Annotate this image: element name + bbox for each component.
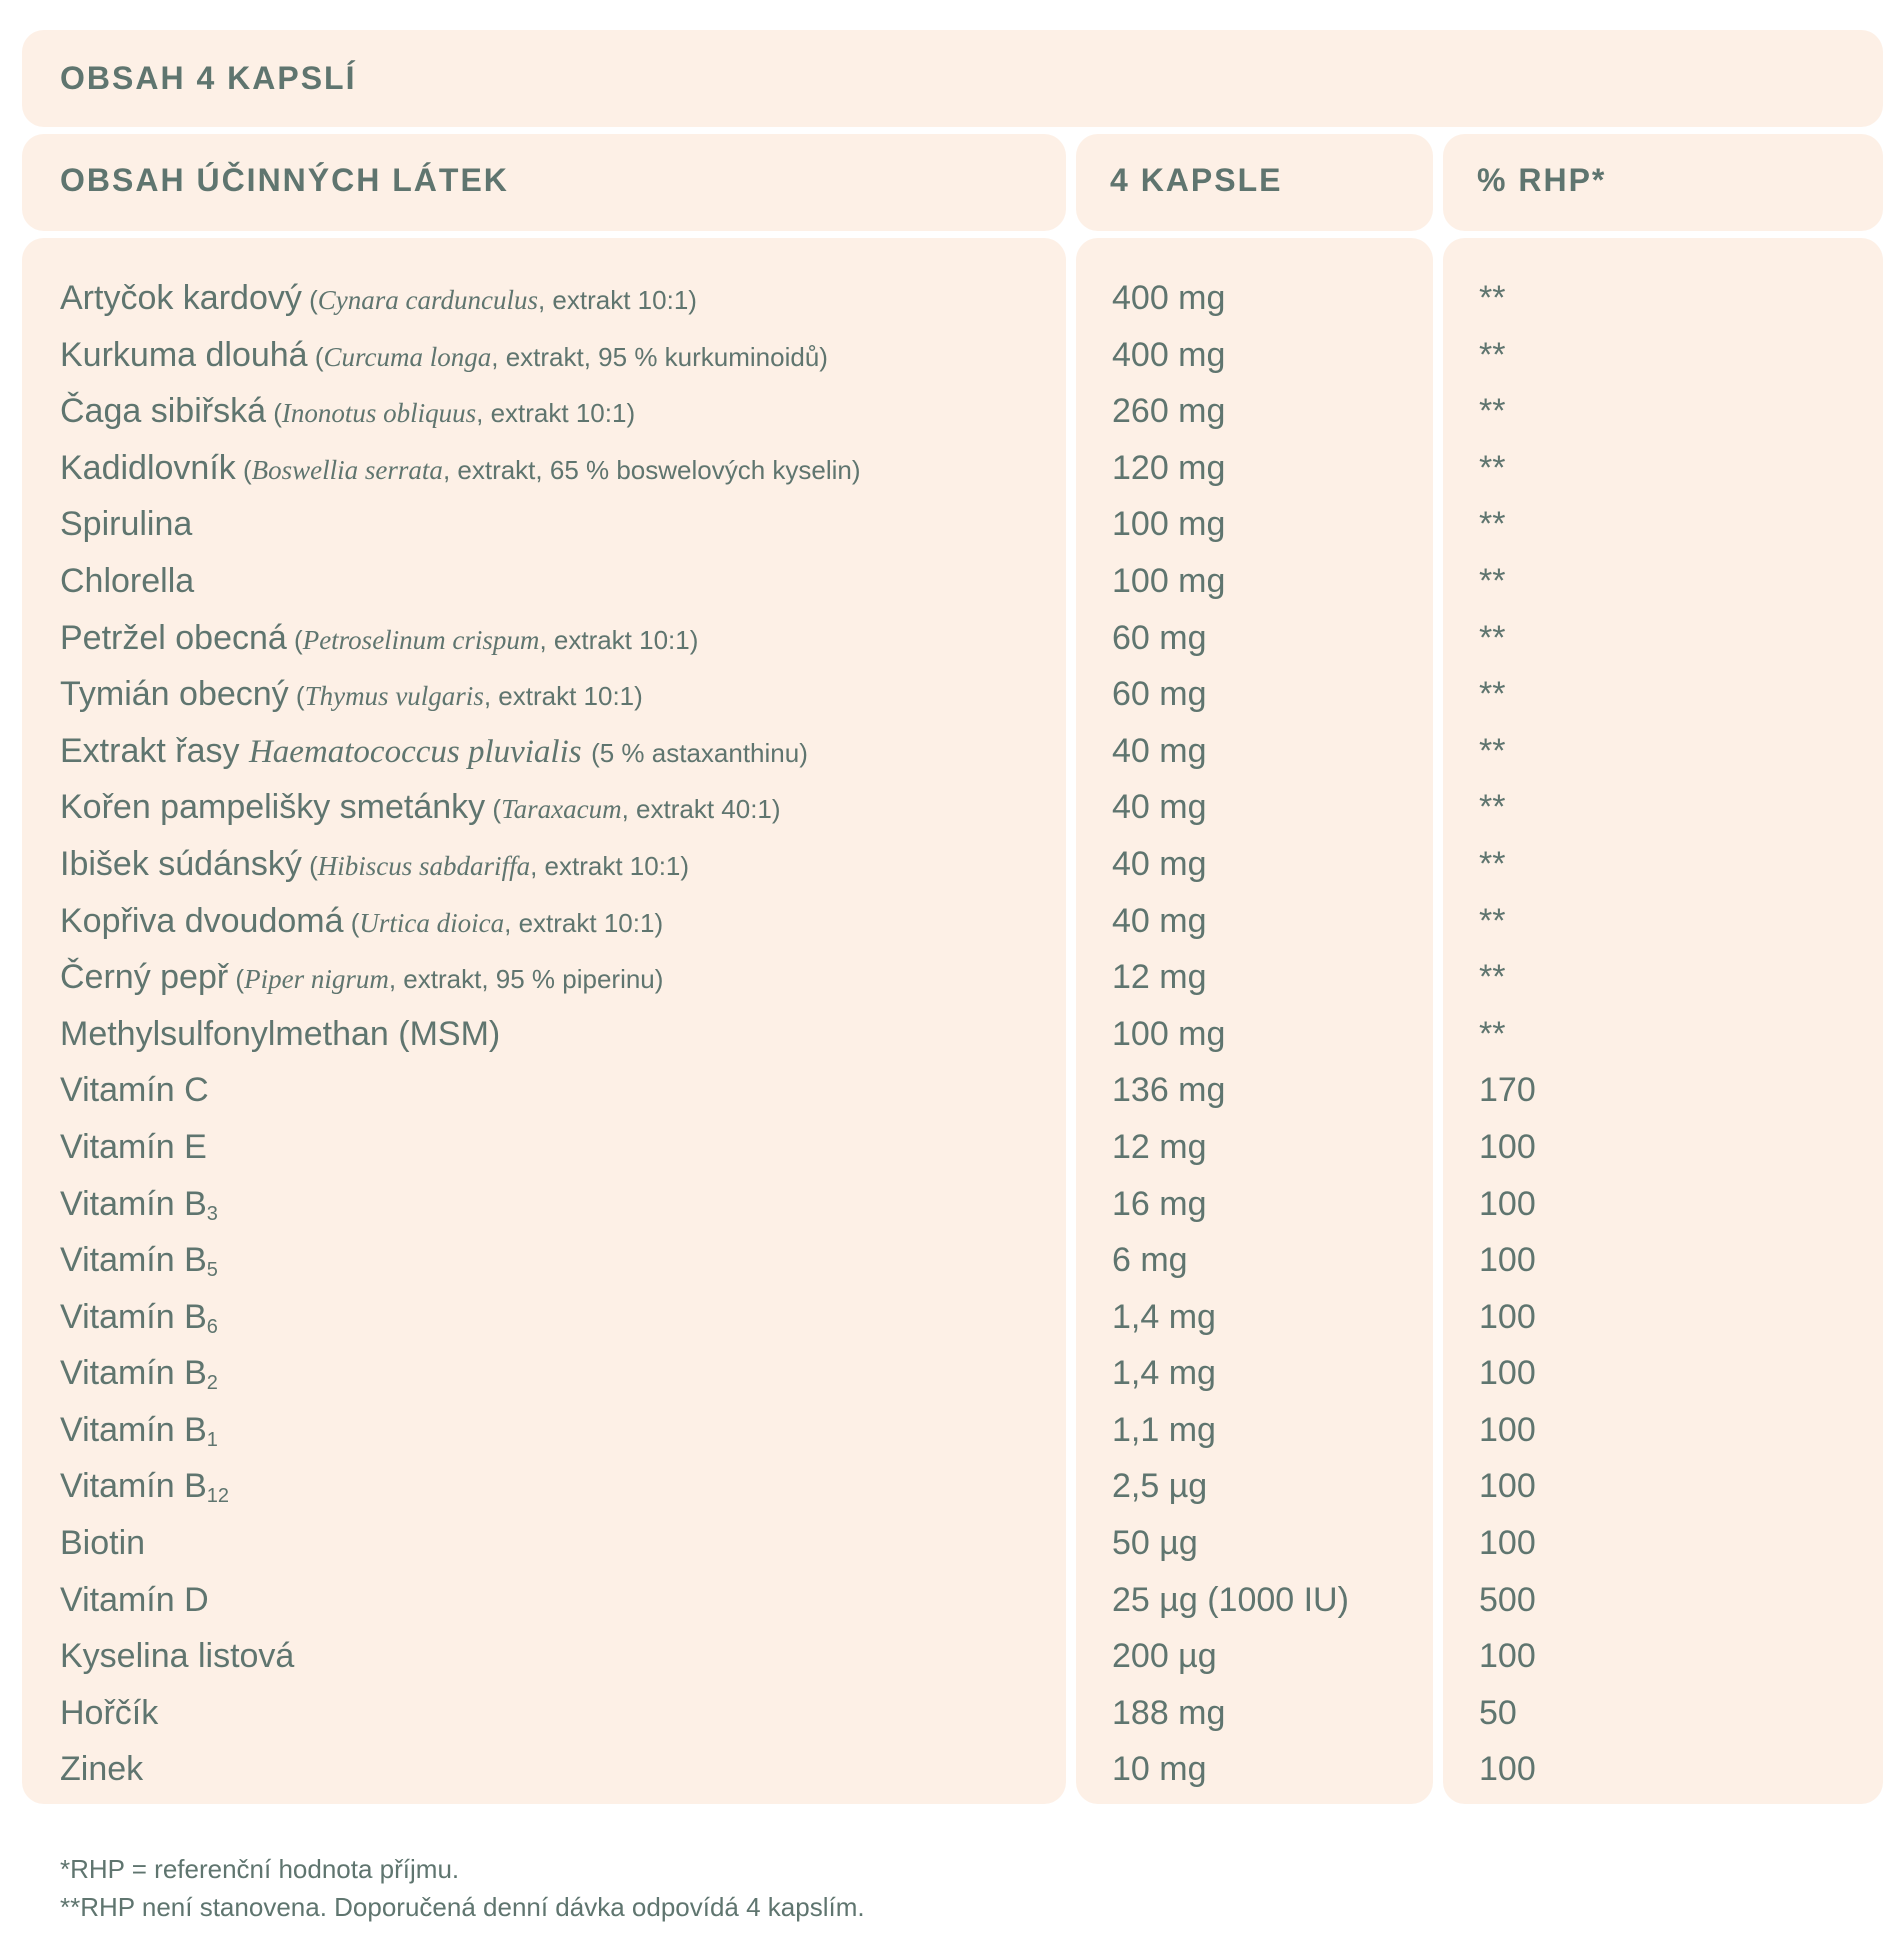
amount-value: 136 mg (1112, 1071, 1226, 1110)
footnotes (60, 1850, 865, 1926)
latin-name: Thymus vulgaris (304, 681, 484, 712)
substance-note: , extrakt 10:1) (539, 624, 699, 655)
amount-value: 60 mg (1112, 618, 1207, 657)
substance-name-row (60, 440, 1056, 497)
substance-detail: (Taraxacum, extrakt 40:1) (485, 794, 781, 825)
substance-name: Vitamín B (60, 1467, 207, 1506)
substance-name-row (60, 1572, 1056, 1629)
substance-name-row (60, 1119, 1056, 1176)
amount-value: 40 mg (1112, 788, 1207, 827)
substance-subscript: 1 (206, 1428, 218, 1451)
column-header-amount: 4 KAPSLE (1110, 162, 1283, 198)
substance-name: Chlorella (60, 561, 195, 600)
rhp-list (1479, 270, 1873, 1798)
rhp-value: 100 (1479, 1637, 1536, 1676)
substance-detail: (Cynara cardunculus, extrakt 10:1) (301, 285, 697, 315)
rhp-value: ** (1479, 731, 1506, 770)
latin-name: Petroselinum crispum (302, 624, 540, 655)
amount-value: 2,5 µg (1112, 1467, 1208, 1506)
substance-name: Hořčík (60, 1693, 159, 1732)
header-rhp (1443, 134, 1883, 231)
amount-value: 1,4 mg (1112, 1354, 1216, 1393)
rhp-value: 100 (1479, 1241, 1536, 1280)
table-title: OBSAH 4 KAPSLÍ (60, 60, 357, 96)
substance-name-row (60, 1176, 1056, 1233)
rhp-value: 50 (1479, 1693, 1517, 1732)
rhp-value: 170 (1479, 1071, 1536, 1110)
amount-value: 400 mg (1112, 335, 1226, 374)
substance-subscript: 12 (206, 1485, 230, 1508)
substance-name: Vitamín D (60, 1580, 209, 1619)
rhp-value: ** (1479, 958, 1506, 997)
substance-note: , extrakt, 95 % kurkuminoidů) (491, 341, 828, 372)
rhp-value: ** (1479, 1014, 1506, 1053)
substance-name: Ibišek súdánský (60, 844, 302, 883)
substance-name: Extrakt řasy (60, 731, 240, 770)
substance-name: Vitamín B (60, 1184, 207, 1223)
rhp-column (1443, 238, 1883, 1804)
substance-name: Methylsulfonylmethan (MSM) (60, 1014, 501, 1053)
substance-name-row (60, 666, 1056, 723)
amount-value: 200 µg (1112, 1637, 1217, 1676)
substance-name-row (60, 893, 1056, 950)
rhp-value: 100 (1479, 1467, 1536, 1506)
amount-value: 1,1 mg (1112, 1410, 1216, 1449)
substance-name: Černý pepř (60, 958, 229, 997)
substance-name: Kurkuma dlouhá (60, 335, 308, 374)
substance-note: (5 % astaxanthinu) (591, 737, 808, 768)
substance-detail: (Urtica dioica, extrakt 10:1) (343, 907, 664, 938)
substance-name: Vitamín B (60, 1241, 207, 1280)
column-header-rhp: % RHP* (1477, 162, 1607, 198)
substance-subscript: 3 (206, 1202, 218, 1225)
substance-name: Vitamín B (60, 1297, 207, 1336)
amount-list (1112, 270, 1423, 1798)
substance-name-row (60, 1289, 1056, 1346)
title-bar (22, 30, 1883, 127)
rhp-value: ** (1479, 901, 1506, 940)
amount-value: 12 mg (1112, 958, 1207, 997)
rhp-value: 100 (1479, 1524, 1536, 1563)
substance-name-row (60, 383, 1056, 440)
substance-name-row (60, 949, 1056, 1006)
rhp-value: 100 (1479, 1354, 1536, 1393)
substance-detail: (Inonotus obliquus, extrakt 10:1) (265, 398, 636, 429)
footnote-rhp: *RHP = referenční hodnota příjmu. (60, 1854, 460, 1884)
rhp-value: ** (1479, 505, 1506, 544)
substance-name: Kořen pampelišky smetánky (60, 788, 486, 827)
substance-name: Kopřiva dvoudomá (60, 901, 344, 940)
amount-value: 400 mg (1112, 279, 1226, 317)
rhp-value: ** (1479, 788, 1506, 827)
substance-list (60, 270, 1056, 1798)
substance-name: Vitamín B (60, 1410, 207, 1449)
substance-note: , extrakt 10:1) (537, 285, 697, 315)
header-amount (1076, 134, 1433, 231)
rhp-value: 100 (1479, 1410, 1536, 1449)
substance-name: Vitamín E (60, 1127, 207, 1166)
rhp-value: 100 (1479, 1750, 1536, 1789)
substance-name-row (60, 779, 1056, 836)
substance-note: , extrakt 10:1) (483, 681, 643, 712)
rhp-value: 100 (1479, 1127, 1536, 1166)
substance-name-row (60, 1515, 1056, 1572)
footnote-not-set: **RHP není stanovena. Doporučená denní dávka odpovídá 4 kapslím. (60, 1892, 865, 1922)
substance-note: , extrakt, 95 % piperinu) (388, 964, 664, 995)
substance-note: , extrakt 10:1) (476, 398, 636, 429)
amount-value: 40 mg (1112, 844, 1207, 883)
header-substance (22, 134, 1066, 231)
substance-name: Kadidlovník (60, 448, 236, 487)
substance-subscript: 2 (206, 1372, 218, 1395)
substance-column (22, 238, 1066, 1804)
substance-name-row (60, 270, 1056, 327)
substance-name-row (60, 1685, 1056, 1742)
substance-name-row (60, 1402, 1056, 1459)
rhp-value: ** (1479, 844, 1506, 883)
column-header-substance: OBSAH ÚČINNÝCH LÁTEK (60, 162, 509, 198)
substance-detail: (Curcuma longa, extrakt, 95 % kurkuminoidů) (307, 341, 828, 372)
amount-value: 40 mg (1112, 901, 1207, 940)
amount-value: 40 mg (1112, 731, 1207, 770)
amount-value: 25 µg (1000 IU) (1112, 1580, 1349, 1619)
rhp-value: ** (1479, 279, 1506, 317)
amount-value: 10 mg (1112, 1750, 1207, 1789)
latin-name: Urtica dioica (359, 907, 505, 938)
substance-detail: (Petroselinum crispum, extrakt 10:1) (286, 624, 699, 655)
substance-name-row (60, 327, 1056, 384)
substance-name-row (60, 1345, 1056, 1402)
substance-name-row (60, 1741, 1056, 1798)
substance-name-row (60, 1458, 1056, 1515)
substance-subscript: 6 (206, 1315, 218, 1338)
amount-value: 60 mg (1112, 675, 1207, 714)
substance-name-row (60, 1062, 1056, 1119)
amount-value: 12 mg (1112, 1127, 1207, 1166)
substance-note: , extrakt 10:1) (504, 907, 664, 938)
substance-name: Artyčok kardový (60, 279, 302, 317)
substance-name: Vitamín C (60, 1071, 209, 1110)
rhp-value: ** (1479, 448, 1506, 487)
rhp-value: ** (1479, 561, 1506, 600)
latin-name: Haematococcus pluvialis (248, 733, 582, 770)
substance-name: Spirulina (60, 505, 193, 544)
substance-note: , extrakt, 65 % boswelových kyselin) (442, 454, 861, 485)
amount-value: 100 mg (1112, 561, 1226, 600)
amount-value: 16 mg (1112, 1184, 1207, 1223)
substance-name: Zinek (60, 1750, 144, 1789)
latin-name: Curcuma longa (323, 341, 492, 372)
substance-name: Petržel obecná (60, 618, 287, 657)
substance-subscript: 5 (206, 1259, 218, 1282)
substance-name-row (60, 496, 1056, 553)
rhp-value: 100 (1479, 1297, 1536, 1336)
rhp-value: ** (1479, 618, 1506, 657)
substance-name-row (60, 553, 1056, 610)
latin-name: Boswellia serrata (251, 454, 443, 485)
substance-name: Tymián obecný (60, 675, 289, 714)
amount-value: 260 mg (1112, 392, 1226, 431)
latin-name: Piper nigrum (244, 964, 389, 995)
substance-name: Biotin (60, 1524, 146, 1563)
latin-name: Inonotus obliquus (281, 398, 477, 429)
substance-note: , extrakt 10:1) (530, 850, 690, 881)
amount-column (1076, 238, 1433, 1804)
rhp-value: ** (1479, 335, 1506, 374)
amount-value: 50 µg (1112, 1524, 1198, 1563)
rhp-value: 100 (1479, 1184, 1536, 1223)
substance-detail: (Piper nigrum, extrakt, 95 % piperinu) (228, 964, 664, 995)
substance-name: Čaga sibiřská (60, 392, 266, 431)
rhp-value: 500 (1479, 1580, 1536, 1619)
rhp-value: ** (1479, 392, 1506, 431)
substance-detail: (Thymus vulgaris, extrakt 10:1) (288, 681, 643, 712)
amount-value: 188 mg (1112, 1693, 1226, 1732)
latin-name: Hibiscus sabdariffa (317, 850, 531, 881)
substance-name-row (60, 1006, 1056, 1063)
substance-detail: (Hibiscus sabdariffa, extrakt 10:1) (301, 850, 690, 881)
substance-detail: (Boswellia serrata, extrakt, 65 % boswelových kyselin) (235, 454, 861, 485)
substance-note: , extrakt 40:1) (621, 794, 781, 825)
amount-value: 6 mg (1112, 1241, 1188, 1280)
latin-name: Taraxacum (501, 794, 622, 825)
substance-name-row (60, 610, 1056, 667)
substance-name: Kyselina listová (60, 1637, 295, 1676)
substance-name-row (60, 723, 1056, 780)
substance-name-row (60, 836, 1056, 893)
amount-value: 100 mg (1112, 505, 1226, 544)
amount-value: 1,4 mg (1112, 1297, 1216, 1336)
substance-name-row (60, 1628, 1056, 1685)
amount-value: 120 mg (1112, 448, 1226, 487)
substance-name: Vitamín B (60, 1354, 207, 1393)
latin-name: Cynara cardunculus (317, 285, 538, 315)
rhp-value: ** (1479, 675, 1506, 714)
amount-value: 100 mg (1112, 1014, 1226, 1053)
substance-name-row (60, 1232, 1056, 1289)
